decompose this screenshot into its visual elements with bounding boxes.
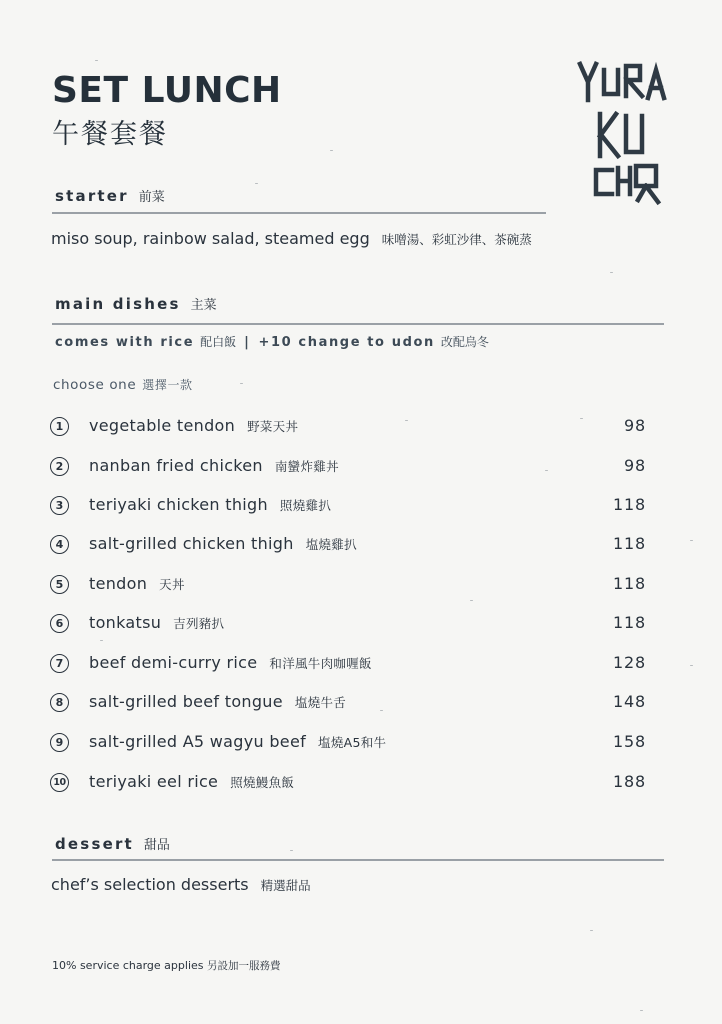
choose-one-label: choose one 選擇一款: [53, 377, 193, 393]
page-title-chinese: 午餐套餐: [52, 119, 168, 150]
item-name-chinese: 照燒雞扒: [279, 498, 332, 513]
item-number-badge: 10: [50, 773, 69, 792]
item-number-badge: 1: [50, 417, 69, 436]
item-price: 118: [613, 574, 646, 593]
menu-item: [50, 731, 646, 757]
item-number-badge: 7: [50, 654, 69, 673]
item-name: tonkatsu: [89, 613, 162, 632]
item-name: teriyaki eel rice: [89, 772, 219, 791]
item-name-chinese: 南蠻炸雞丼: [274, 459, 339, 474]
item-name: vegetable tendon: [89, 416, 236, 435]
menu-item: [50, 415, 646, 441]
menu-item: [50, 771, 646, 797]
item-price: 98: [624, 456, 646, 475]
item-name: salt-grilled beef tongue: [89, 692, 283, 711]
item-name: teriyaki chicken thigh: [89, 495, 268, 514]
item-name: salt-grilled A5 wagyu beef: [89, 732, 307, 751]
starter-divider: [52, 212, 546, 214]
menu-item: [50, 612, 646, 638]
item-name-chinese: 和洋風牛肉咖喱飯: [269, 656, 372, 671]
dessert-heading: dessert 甜品: [55, 835, 170, 853]
main-dishes-divider: [52, 323, 664, 325]
item-name-chinese: 塩燒雞扒: [305, 537, 357, 552]
item-price: 118: [613, 495, 646, 514]
item-price: 128: [613, 653, 646, 672]
menu-item: [50, 652, 646, 678]
item-number-badge: 4: [50, 535, 69, 554]
starter-heading: starter 前菜: [55, 187, 165, 205]
item-price: 98: [624, 416, 646, 435]
item-name: tendon: [89, 574, 148, 593]
item-name: salt-grilled chicken thigh: [89, 534, 294, 553]
item-name: nanban fried chicken: [89, 456, 263, 475]
item-name-chinese: 吉列豬扒: [173, 616, 225, 631]
item-price: 158: [613, 732, 646, 751]
yurakucho-logo: [572, 52, 672, 212]
item-name: beef demi-curry rice: [89, 653, 258, 672]
menu-item: [50, 691, 646, 717]
menu-item: [50, 573, 646, 599]
item-number-badge: 2: [50, 457, 69, 476]
main-dishes-heading: main dishes 主菜: [55, 295, 217, 313]
item-name-chinese: 塩燒牛舌: [294, 695, 347, 710]
dessert-divider: [52, 859, 664, 861]
item-name-chinese: 塩燒A5和牛: [318, 735, 387, 750]
item-number-badge: 8: [50, 693, 69, 712]
item-price: 118: [613, 534, 646, 553]
starter-description: miso soup, rainbow salad, steamed egg 味噌湯、彩虹沙律、茶碗蒸: [51, 229, 532, 248]
dessert-description: chef’s selection desserts 精選甜品: [51, 875, 311, 894]
item-number-badge: 5: [50, 575, 69, 594]
menu-item: [50, 533, 646, 559]
item-number-badge: 6: [50, 614, 69, 633]
item-name-chinese: 天丼: [159, 577, 185, 592]
menu-item: [50, 455, 646, 481]
item-name-chinese: 照燒鰻魚飯: [230, 775, 295, 790]
item-number-badge: 3: [50, 496, 69, 515]
item-price: 118: [613, 613, 646, 632]
page-title: SET LUNCH: [52, 70, 282, 111]
service-charge-note: 10% service charge applies 另設加一服務費: [52, 959, 281, 972]
rice-udon-note: comes with rice 配白飯 | +10 change to udon 改配烏冬: [55, 335, 489, 350]
item-number-badge: 9: [50, 733, 69, 752]
item-name-chinese: 野菜天丼: [247, 419, 299, 434]
item-price: 148: [613, 692, 646, 711]
menu-item: [50, 494, 646, 520]
item-price: 188: [613, 772, 646, 791]
